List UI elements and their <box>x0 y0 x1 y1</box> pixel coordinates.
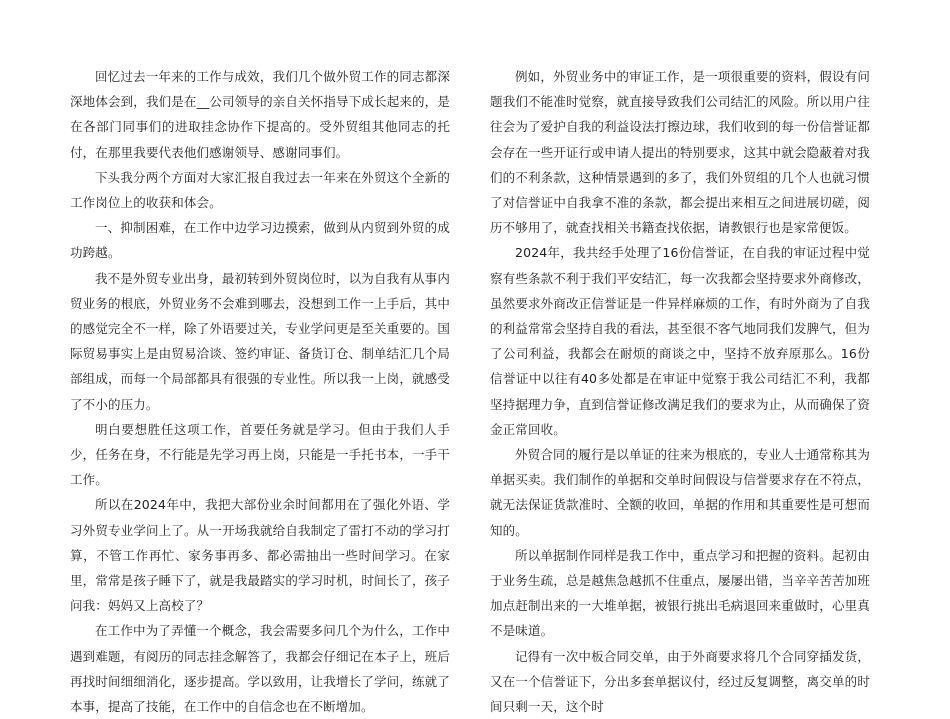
paragraph: 记得有一次中板合同交单，由于外商要求将几个合同穿插发货，又在一个信誉证下，分出多套单据议付，经过反复调整，离交单的时间只剩一天，这个时 <box>490 648 870 715</box>
paragraph: 在工作中为了弄懂一个概念，我会需要多问几个为什么，工作中遇到难题，有阅历的同志挂念解答了，我都会仔细记在本子上，班后再找时间细细消化，逐步提高。学以致用，让我增长了学问，练就了本事，提高了技能，在工作中的自信念也在不断增加。 <box>70 623 450 715</box>
paragraph: 我不是外贸专业出身，最初转到外贸岗位时，以为自我有从事内贸业务的根底，外贸业务不会难到哪去，没想到工作一上手后，其中的感觉完全不一样，除了外语要过关，专业学问更是至关重要的。国际贸易事实上是由贸易洽谈、签约审证、备货订仓、制单结汇几个局部组成，而每一个局部都具有很强的专业性。所以我一上岗，就感受了不小的压力。 <box>70 270 450 412</box>
left-column <box>70 64 450 719</box>
paragraph: 例如，外贸业务中的审证工作，是一项很重要的资料，假设有问题我们不能准时觉察，就直接导致我们公司结汇的风险。所以用户往往会为了爱护自我的利益设法打擦边球，我们收到的每一份信誉证都会存在一些开证行或申请人提出的特别要求，这其中就会隐蔽着对我们的不利条款，这种情景遇到的多了，我们外贸组的几个人也就习惯了对信誉证中自我拿不准的条款，都会提出来相互之间进展切磋，阅历不够用了，就查找相关书籍查找依据，请教银行也是家常便饭。 <box>490 69 870 236</box>
paragraph: 2024年，我共经手处理了16份信誉证，在自我的审证过程中觉察有些条款不利于我们平安结汇，每一次我都会坚持要求外商修改，虽然要求外商改正信誉证是一件异样麻烦的工作，有时外商为了自我的利益常常会坚持自我的看法，甚至很不客气地同我们发脾气，但为了公司利益，我都会在耐烦的商谈之中，坚持不放弃原那么。16份信誉证中以往有40多处都是在审证中觉察于我公司结汇不利，我都坚持据理力争，直到信誉证修改满足我们的要求为止，从而确保了资金正常回收。 <box>490 245 870 437</box>
section-heading: 一、抑制困难，在工作中边学习边摸索，做到从内贸到外贸的成功跨越。 <box>70 220 450 261</box>
paragraph: 下头我分两个方面对大家汇报自我过去一年来在外贸这个全新的工作岗位上的收获和体会。 <box>70 169 450 211</box>
paragraph: 外贸合同的履行是以单证的往来为根底的，专业人士通常称其为单据买卖。我们制作的单据和交单时间假设与信誉要求存在不符点，就无法保证货款准时、全额的收回，单据的作用和其重要性是可想而知的。 <box>490 447 870 538</box>
paragraph: 明白要想胜任这项工作，首要任务就是学习。但由于我们人手少，任务在身，不行能是先学习再上岗，只能是一手托书本，一手干工作。 <box>70 421 450 488</box>
paragraph: 所以单据制作同样是我工作中，重点学习和把握的资料。起初由于业务生疏，总是越焦急越抓不住重点，屡屡出错，当辛辛苦苦加班加点赶制出来的一大堆单据，被银行挑出毛病退回来重做时，心里真不是味道。 <box>490 547 870 639</box>
paragraph: 所以在2024年中，我把大部份业余时间都用在了强化外语、学习外贸专业学问上了。从一开场我就给自我制定了雷打不动的学习打算，不管工作再忙、家务事再多、都必需抽出一些时间学习。在家里，常常是孩子睡下了，就是我最踏实的学习时机，时间长了，孩子问我：妈妈又上高校了？ <box>70 497 450 614</box>
paragraph: 回忆过去一年来的工作与成效，我们几个做外贸工作的同志都深深地体会到，我们是在__公司领导的亲自关怀指导下成长起来的，是在各部门同事们的进取挂念协作下提高的。受外贸组其他同志的托付，在那里我要代表他们感谢领导、感谢同事们。 <box>70 69 450 160</box>
right-column <box>490 64 870 719</box>
